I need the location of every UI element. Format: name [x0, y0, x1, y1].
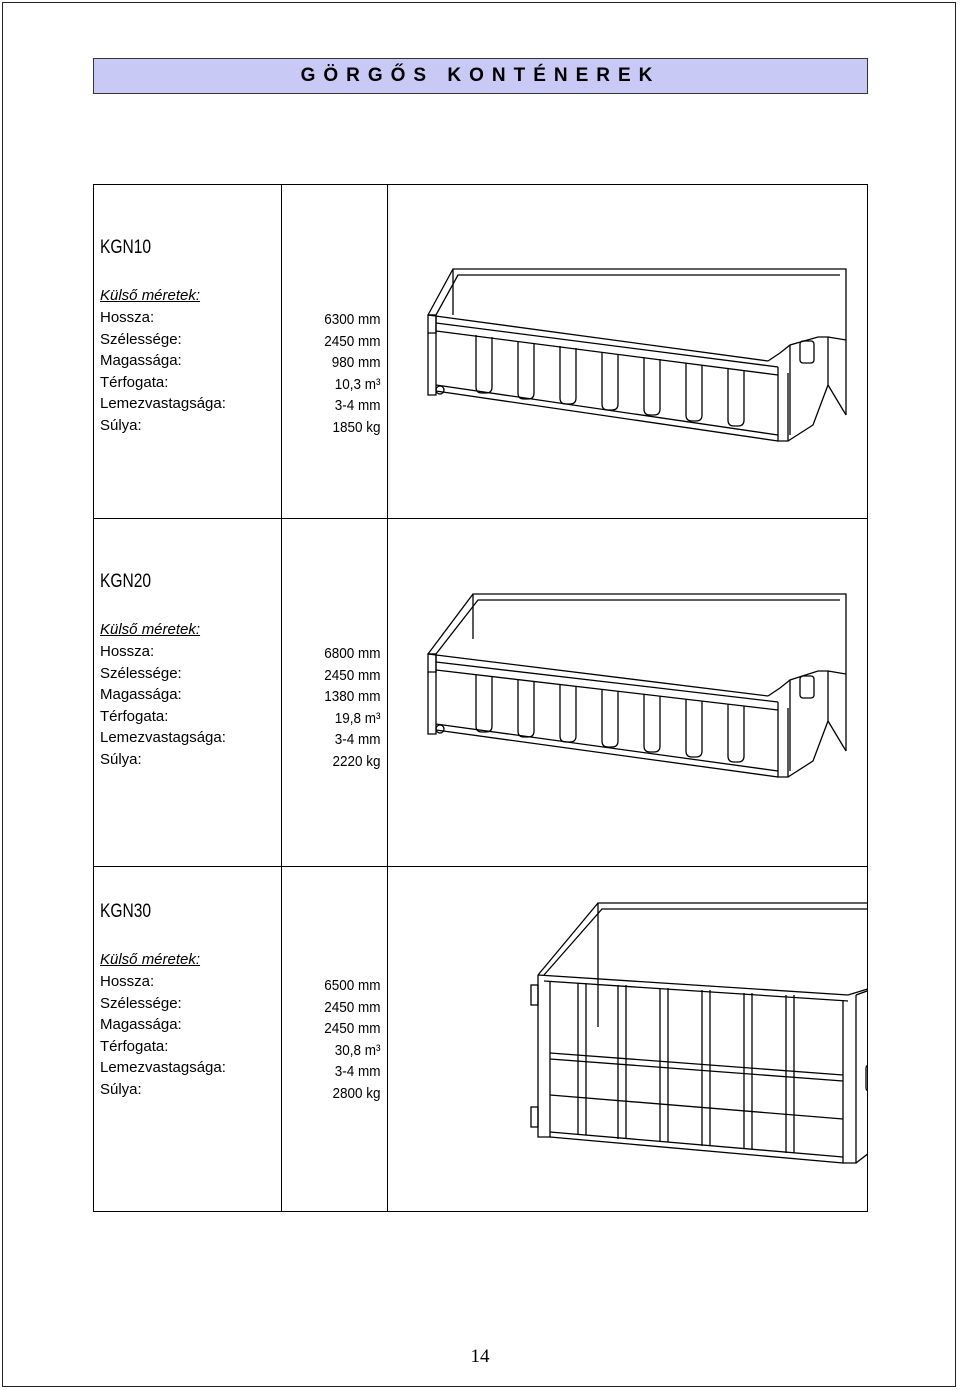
- value-column: [282, 519, 388, 866]
- label-sheet-thickness: Lemezvastagsága:: [100, 1059, 226, 1076]
- container-code: KGN30: [100, 901, 152, 922]
- value-height: 2450 mm: [324, 1020, 381, 1037]
- page-number: 14: [470, 1346, 490, 1367]
- image-column: [388, 185, 867, 518]
- value-length: 6300 mm: [324, 311, 381, 328]
- image-column: [388, 519, 867, 866]
- value-height: 980 mm: [332, 354, 381, 371]
- value-width: 2450 mm: [324, 998, 381, 1016]
- container-row-kgn10: [94, 185, 867, 519]
- spec-labels: [100, 307, 226, 436]
- label-weight: Súlya:: [100, 1080, 142, 1098]
- spec-table: [93, 184, 868, 1212]
- container-drawing-kgn30: [388, 867, 867, 1209]
- label-height: Magassága:: [100, 1016, 182, 1033]
- spec-values: [318, 309, 381, 438]
- label-weight: Súlya:: [100, 416, 142, 434]
- container-drawing-kgn20: [388, 519, 867, 865]
- value-weight: 2220 kg: [332, 752, 381, 770]
- value-width: 2450 mm: [324, 666, 381, 684]
- container-drawing-kgn10: [388, 185, 867, 517]
- value-sheet-thickness: 3-4 mm: [335, 1063, 381, 1080]
- value-sheet-thickness: 3-4 mm: [335, 397, 381, 414]
- label-column: [94, 185, 282, 518]
- title-bar: [93, 58, 868, 94]
- image-column: [388, 867, 867, 1211]
- value-volume: 10,3 m³: [335, 375, 381, 393]
- label-height: Magassága:: [100, 352, 182, 369]
- value-volume: 30,8 m³: [335, 1041, 381, 1059]
- value-volume: 19,8 m³: [335, 709, 381, 727]
- container-row-kgn30: [94, 867, 867, 1211]
- label-length: Hossza:: [100, 309, 155, 326]
- value-length: 6500 mm: [324, 977, 381, 994]
- spec-labels: [100, 971, 226, 1100]
- label-column: [94, 519, 282, 866]
- value-column: [282, 867, 388, 1211]
- label-volume: Térfogata:: [100, 1037, 169, 1055]
- label-height: Magassága:: [100, 686, 182, 703]
- value-sheet-thickness: 3-4 mm: [335, 731, 381, 748]
- label-width: Szélessége:: [100, 664, 182, 682]
- container-code: KGN10: [100, 237, 152, 258]
- spec-values: [318, 643, 381, 772]
- label-width: Szélessége:: [100, 330, 182, 348]
- section-heading: Külső méretek:: [100, 621, 201, 638]
- label-volume: Térfogata:: [100, 707, 169, 725]
- label-sheet-thickness: Lemezvastagsága:: [100, 395, 226, 412]
- spec-values: [318, 975, 381, 1104]
- label-width: Szélessége:: [100, 994, 182, 1012]
- value-weight: 2800 kg: [332, 1084, 381, 1102]
- value-length: 6800 mm: [324, 645, 381, 662]
- label-weight: Súlya:: [100, 750, 142, 768]
- label-sheet-thickness: Lemezvastagsága:: [100, 729, 226, 746]
- value-weight: 1850 kg: [332, 418, 381, 436]
- container-row-kgn20: [94, 519, 867, 867]
- section-heading: Külső méretek:: [100, 287, 201, 304]
- container-code: KGN20: [100, 571, 152, 592]
- value-width: 2450 mm: [324, 332, 381, 350]
- label-length: Hossza:: [100, 973, 155, 990]
- value-height: 1380 mm: [324, 688, 381, 705]
- label-column: [94, 867, 282, 1211]
- spec-labels: [100, 641, 226, 770]
- label-length: Hossza:: [100, 643, 155, 660]
- section-heading: Külső méretek:: [100, 951, 201, 968]
- page-title: GÖRGŐS KONTÉNEREK: [300, 65, 661, 86]
- value-column: [282, 185, 388, 518]
- label-volume: Térfogata:: [100, 373, 169, 391]
